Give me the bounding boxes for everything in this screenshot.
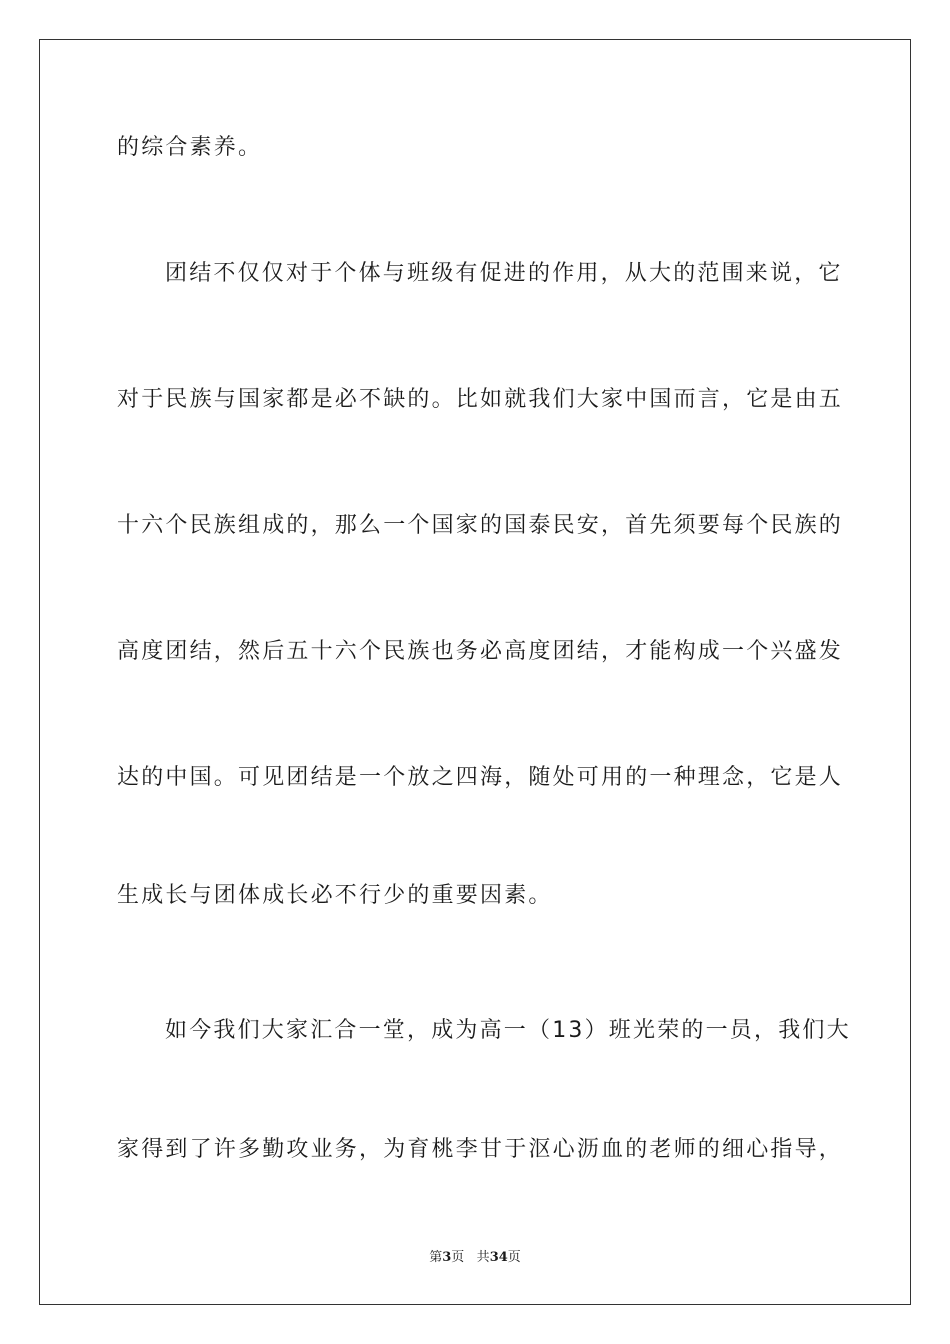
text-line: 家得到了许多勤攻业务，为育桃李甘于沤心沥血的老师的细心指导， (117, 1137, 844, 1162)
total-suffix: 页 (507, 1250, 521, 1265)
text-line: 生成长与团体成长必不行少的重要因素。 (117, 883, 553, 908)
page-footer (0, 1249, 950, 1267)
text-line: 的综合素养。 (117, 135, 263, 160)
text-line: 高度团结，然后五十六个民族也务必高度团结，才能构成一个兴盛发 (117, 639, 844, 664)
text-line: 对于民族与国家都是必不缺的。比如就我们大家中国而言，它是由五 (117, 387, 844, 412)
total-pages: 34 (489, 1250, 508, 1265)
page-border (39, 39, 911, 1305)
page-suffix: 页 (451, 1250, 465, 1265)
text-line: 达的中国。可见团结是一个放之四海，随处可用的一种理念，它是人 (117, 765, 844, 790)
page-number: 3 (442, 1250, 452, 1265)
paragraph-start-line: 如今我们大家汇合一堂，成为高一（13）班光荣的一员，我们大 (165, 1018, 851, 1043)
page-prefix: 第 (429, 1250, 443, 1265)
total-prefix: 共 (476, 1250, 490, 1265)
text-line: 十六个民族组成的，那么一个国家的国泰民安，首先须要每个民族的 (117, 513, 844, 538)
paragraph-start-line: 团结不仅仅对于个体与班级有促进的作用，从大的范围来说，它 (165, 261, 843, 286)
